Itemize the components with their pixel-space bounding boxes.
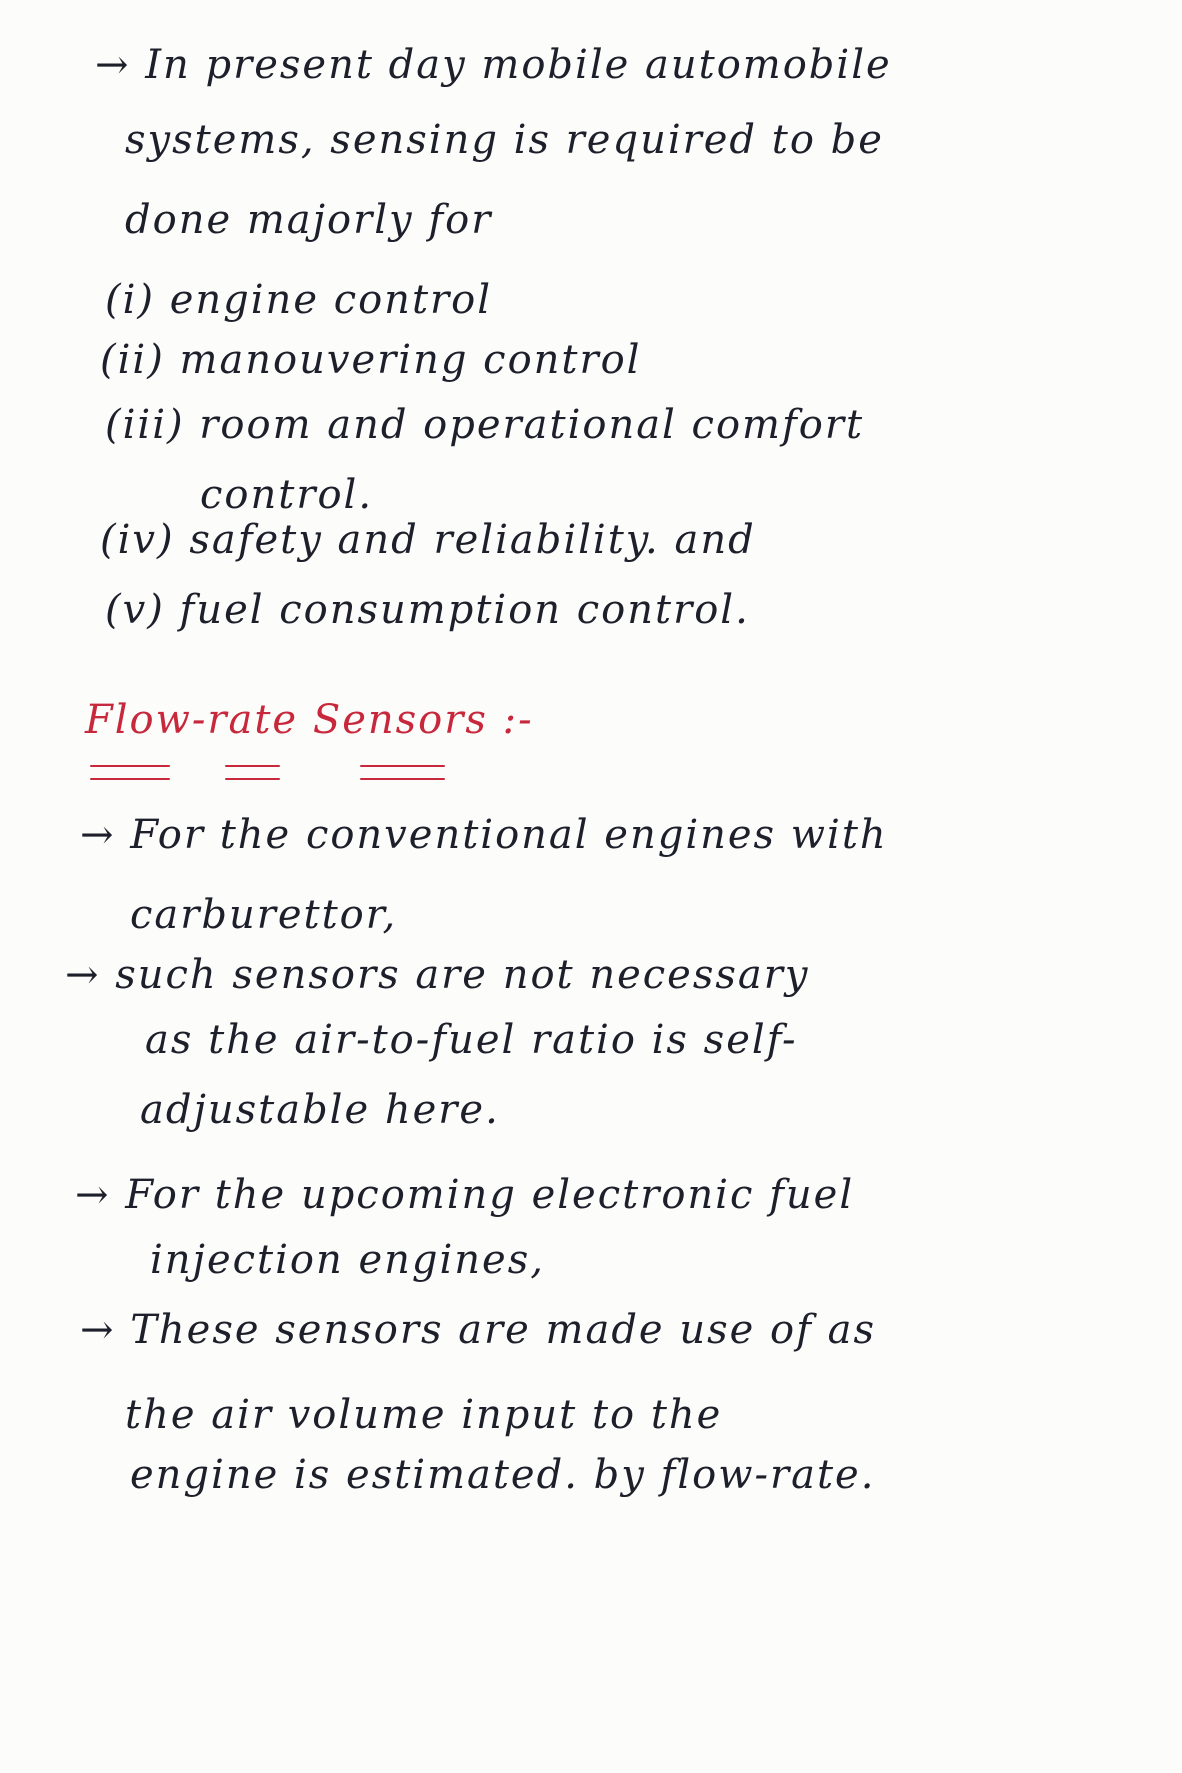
intro-line-1: → In present day mobile automobile	[95, 42, 892, 88]
heading-underline	[360, 765, 445, 767]
list-item: (v) fuel consumption control.	[105, 587, 750, 633]
body-line-1: → For the conventional engines with	[80, 812, 888, 858]
body-line-6: → For the upcoming electronic fuel	[75, 1172, 855, 1218]
body-line-10: engine is estimated. by flow-rate.	[130, 1452, 876, 1498]
heading-underline	[225, 765, 280, 767]
list-item: (i) engine control	[105, 277, 493, 323]
list-item: (iv) safety and reliability. and	[100, 517, 756, 563]
body-line-4: as the air-to-fuel ratio is self-	[145, 1017, 798, 1063]
list-item: control.	[200, 472, 374, 518]
heading-underline	[360, 778, 445, 780]
body-line-9: the air volume input to the	[125, 1392, 723, 1438]
intro-line-2: systems, sensing is required to be	[125, 117, 884, 163]
list-item: (ii) manouvering control	[100, 337, 642, 383]
body-line-8: → These sensors are made use of as	[80, 1307, 876, 1353]
body-line-3: → such sensors are not necessary	[65, 952, 810, 998]
list-item: (iii) room and operational comfort	[105, 402, 865, 448]
heading-underline	[90, 765, 170, 767]
heading-underline	[90, 778, 170, 780]
heading-underline	[225, 778, 280, 780]
body-line-5: adjustable here.	[140, 1087, 500, 1133]
body-line-2: carburettor,	[130, 892, 398, 938]
body-line-7: injection engines,	[150, 1237, 545, 1283]
intro-line-3: done majorly for	[125, 197, 493, 243]
section-heading: Flow-rate Sensors :-	[85, 697, 534, 743]
